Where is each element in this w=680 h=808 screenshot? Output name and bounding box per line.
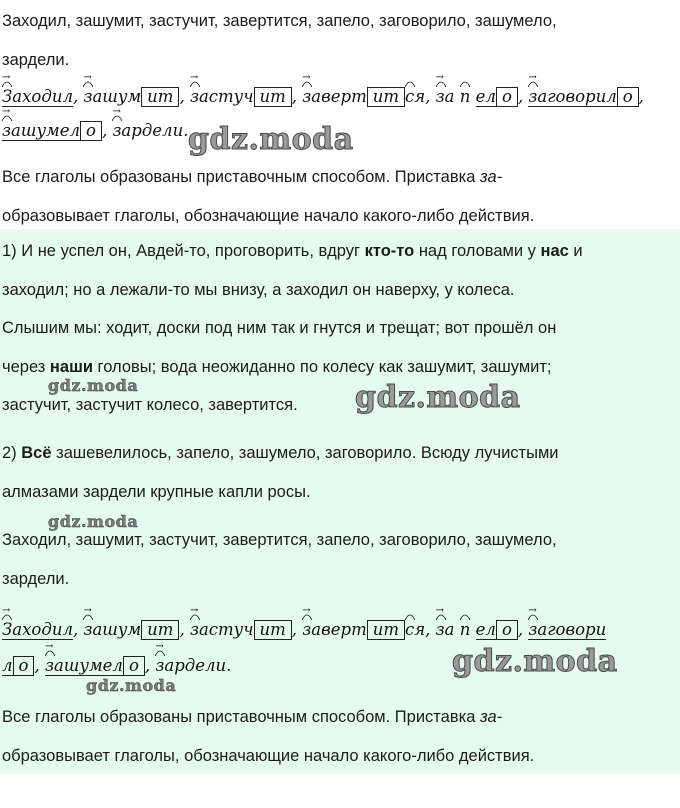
verb-list-2: Заходил, зашумит, застучит, завертится, запело, заговорило, зашумело, зардели. xyxy=(2,531,557,588)
morphemic-analysis-2-row2: л о , → зашумел о , → зардели. xyxy=(2,641,232,675)
word-zagovorilo: → заговорил xyxy=(528,72,617,106)
summary-1: Все глаголы образованы приставочным способом. Приставка за- образовывает глаголы, обозначающие начало какого-либо действия. xyxy=(2,168,535,225)
word-zastuchit: → застуч xyxy=(189,605,254,639)
word-zashumelo: → зашумел xyxy=(44,641,123,675)
task-1-text: 1) И не успел он, Авдей-то, проговорить, вдруг кто-то над головами у нас и заходил; но а лежали-то мы внизу, а заходил он наверху, у колеса. Слышим мы: ходит, доски под ним так и гнутся и трещат; вот прошёл он через наши головы; вода неожиданно по колесу как зашумит, зашумит; застучит, застучит колесо, завертится. xyxy=(2,242,583,414)
ending-box: о xyxy=(13,656,35,676)
word-zahodil: → Заходил xyxy=(2,72,73,106)
watermark-logo: gdz.moda xyxy=(452,644,618,679)
watermark-logo: gdz.moda xyxy=(355,380,521,415)
word-zardeli: → зардели. xyxy=(112,106,189,140)
word-zapelo: → за xyxy=(435,605,455,639)
word-zashumelo: → зашумел xyxy=(2,106,80,140)
word-zastuchit: → застуч xyxy=(189,72,254,106)
morphemic-analysis-1-row2: → зашумел о , → зардели. xyxy=(2,106,189,140)
word-zahodil: → Заходил xyxy=(2,605,73,639)
watermark-logo-small: gdz.moda xyxy=(48,376,139,395)
watermark-logo-small: gdz.moda xyxy=(48,512,139,531)
word-zardeli: → зардели. xyxy=(155,641,232,675)
ending-box: о xyxy=(123,656,145,676)
summary-2: Все глаголы образованы приставочным способом. Приставка за- образовывает глаголы, обозначающие начало какого-либо действия. xyxy=(2,708,535,765)
ending-box: ит xyxy=(367,620,405,640)
ending-box: о xyxy=(617,87,639,107)
ending-box: ит xyxy=(254,87,292,107)
task-2-text: 2) Всё зашевелилось, запело, зашумело, заговорило. Всюду лучистыми алмазами зардели крупные капли росы. xyxy=(2,444,559,501)
watermark-logo: gdz.moda xyxy=(188,122,354,157)
morphemic-analysis-2: → Заходил, → зашум ит , → застуч ит , → заверт ит ся, → за п ел о , → заговори xyxy=(2,605,607,639)
ending-box: о xyxy=(496,620,518,640)
word-zavertitsya: → заверт xyxy=(302,72,367,106)
ending-box: о xyxy=(496,87,518,107)
word-zavertitsya: → заверт xyxy=(302,605,367,639)
word-zashumit: → зашум xyxy=(83,605,142,639)
ending-box: ит xyxy=(141,620,179,640)
morphemic-analysis-1: → Заходил, → зашум ит , → застуч ит , → заверт ит ся, → за п ел о , → заговорил о , xyxy=(2,72,644,106)
word-zapelo: → за xyxy=(435,72,455,106)
ending-box: ит xyxy=(141,87,179,107)
ending-box: ит xyxy=(367,87,405,107)
watermark-logo-small: gdz.moda xyxy=(86,676,177,695)
word-zashumit: → зашум xyxy=(83,72,142,106)
ending-box: ит xyxy=(254,620,292,640)
verb-list-1: Заходил, зашумит, застучит, завертится, запело, заговорило, зашумело, зардели. xyxy=(2,12,557,69)
word-zagovorilo: → заговори xyxy=(528,605,607,639)
ending-box: о xyxy=(80,121,102,141)
